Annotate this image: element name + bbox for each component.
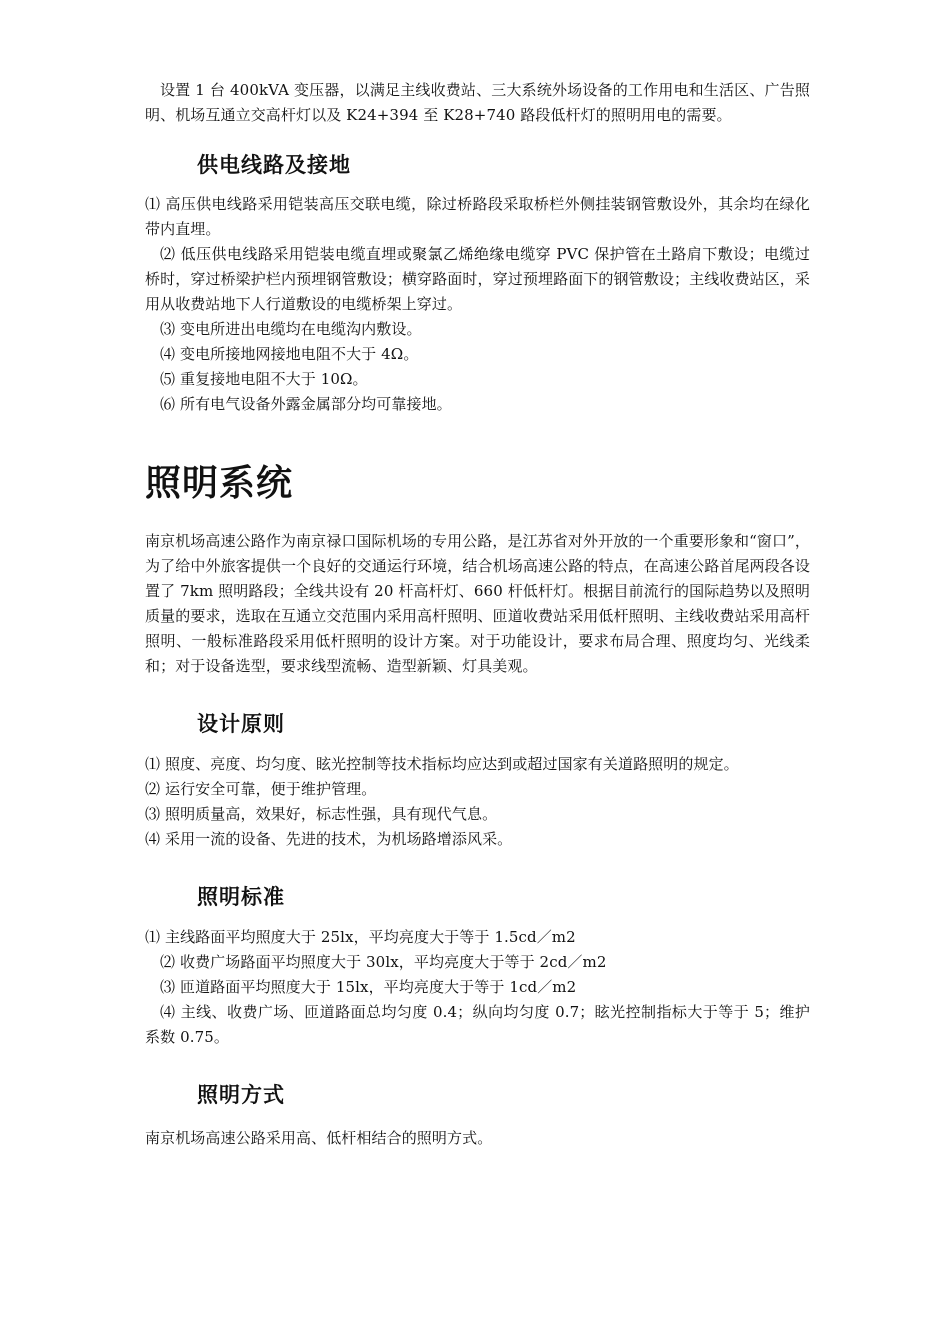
supply-item-5: ⑸ 重复接地电阻不大于 10Ω。 [160,370,368,388]
principle-item-3: ⑶ 照明质量高，效果好，标志性强，具有现代气息。 [145,805,498,823]
supply-item-4: ⑷ 变电所接地网接地电阻不大于 4Ω。 [160,345,419,363]
lighting-method-paragraph: 南京机场高速公路采用高、低杆相结合的照明方式。 [145,1129,493,1147]
standards-list [145,925,810,1050]
lighting-method-heading: 照明方式 [197,1083,285,1107]
principles-list [145,752,810,852]
lighting-intro-paragraph: 南京机场高速公路作为南京禄口国际机场的专用公路，是江苏省对外开放的一个重要形象和“窗口”，为了给中外旅客提供一个良好的交通运行环境，结合机场高速公路的特点，在高速公路首尾两段各设置了 7km 照明路段；全线共设有 20 杆高杆灯、660 杆低杆灯。根据目前流行的国际趋势以及照明质量的要求，选取在互通立交范围内采用高杆照明、匝道收费站采用低杆照明、主线收费站采用高杆照明、一般标准路段采用低杆照明的设计方案。对于功能设计，要求布局合理、照度均匀、光线柔和；对于设备选型，要求线型流畅、造型新颖、灯具美观。 [145,532,810,675]
supply-item-1: ⑴ 高压供电线路采用铠装高压交联电缆，除过桥路段采取桥栏外侧挂装钢管敷设外，其余均在绿化带内直埋。 [145,195,810,238]
lighting-system-title: 照明系统 [145,463,294,504]
supply-item-6: ⑹ 所有电气设备外露金属部分均可靠接地。 [160,395,452,413]
standard-item-4: ⑷ 主线、收费广场、匝道路面总均匀度 0.4；纵向均匀度 0.7；眩光控制指标大于等于 5；维护系数 0.75。 [145,1003,810,1046]
supply-list [145,192,810,417]
principle-item-4: ⑷ 采用一流的设备、先进的技术，为机场路增添风采。 [145,830,513,848]
document-page [145,78,810,1151]
supply-section-heading: 供电线路及接地 [197,153,351,177]
lighting-standards-heading: 照明标准 [197,885,285,909]
standard-item-1: ⑴ 主线路面平均照度大于 25lx，平均亮度大于等于 1.5cd／m2 [145,928,576,946]
design-principles-heading: 设计原则 [197,712,285,736]
supply-item-3: ⑶ 变电所进出电缆均在电缆沟内敷设。 [160,320,422,338]
standard-item-2: ⑵ 收费广场路面平均照度大于 30lx，平均亮度大于等于 2cd／m2 [160,953,607,971]
supply-item-2: ⑵ 低压供电线路采用铠装电缆直埋或聚氯乙烯绝缘电缆穿 PVC 保护管在土路肩下敷设；电缆过桥时，穿过桥梁护栏内预埋钢管敷设；横穿路面时，穿过预埋路面下的钢管敷设；主线收费站区，采用从收费站地下人行道敷设的电缆桥架上穿过。 [145,245,810,313]
principle-item-1: ⑴ 照度、亮度、均匀度、眩光控制等技术指标均应达到或超过国家有关道路照明的规定。 [145,755,739,773]
principle-item-2: ⑵ 运行安全可靠，便于维护管理。 [145,780,377,798]
intro-paragraph: 设置 1 台 400kVA 变压器，以满足主线收费站、三大系统外场设备的工作用电和生活区、广告照明、机场互通立交高杆灯以及 K24+394 至 K28+740 路段低杆灯的照明用电的需要。 [145,81,810,124]
standard-item-3: ⑶ 匝道路面平均照度大于 15lx，平均亮度大于等于 1cd／m2 [160,978,577,996]
